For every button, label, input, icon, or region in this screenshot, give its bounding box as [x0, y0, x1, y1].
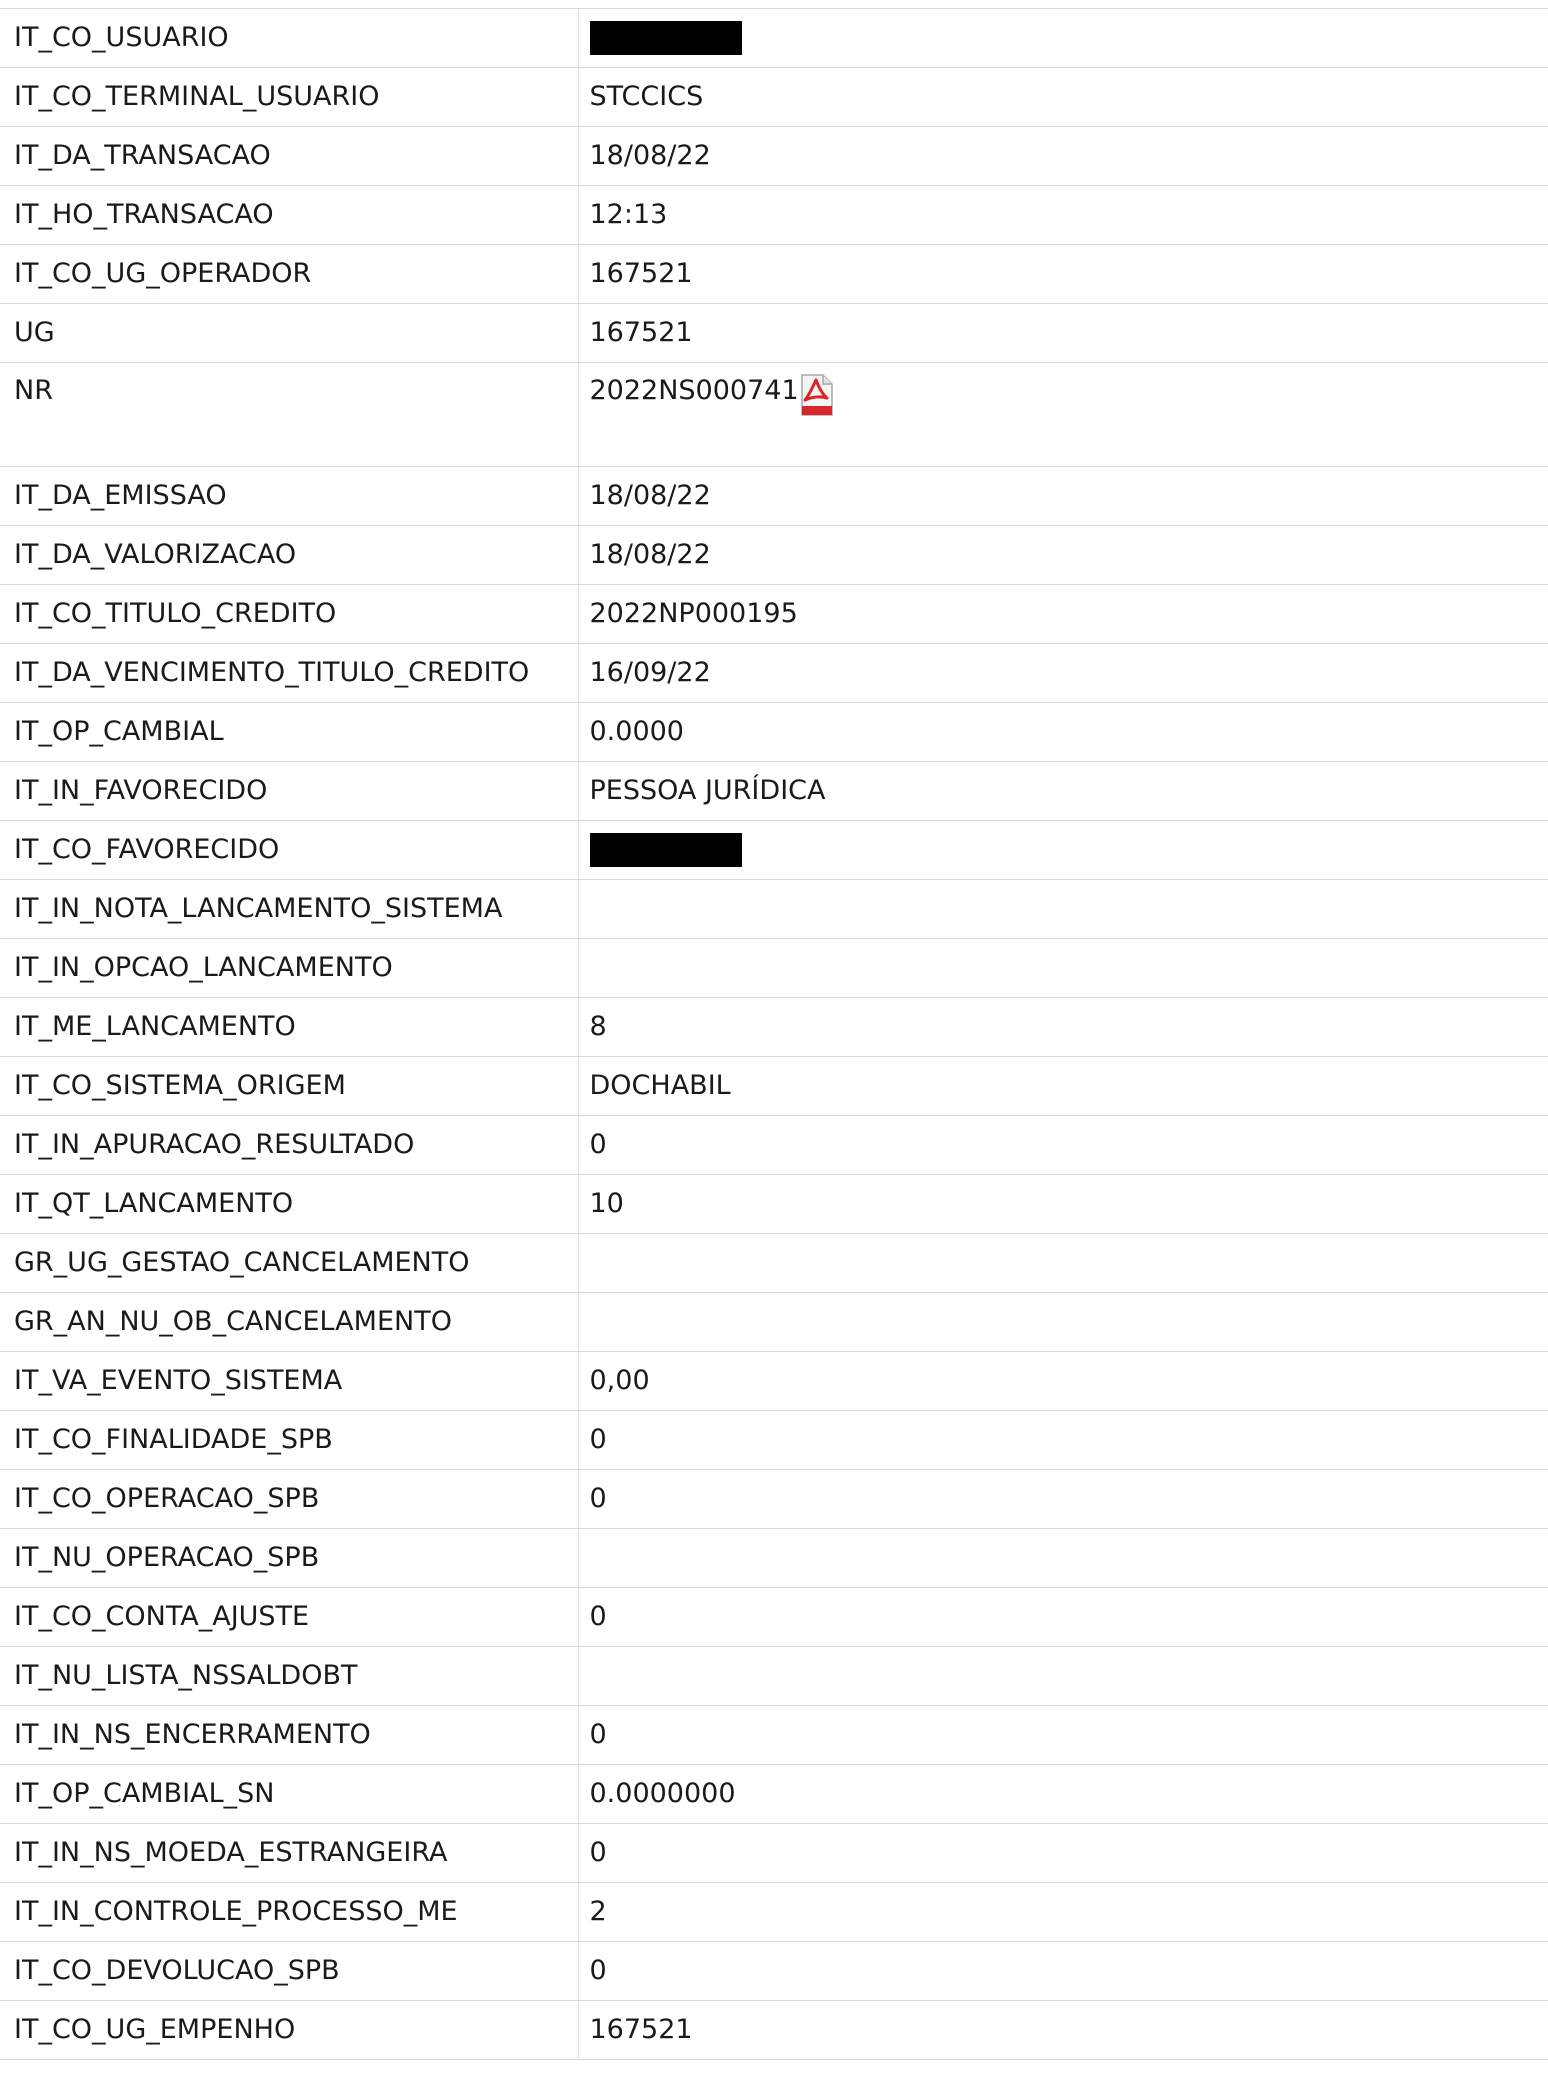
- field-value-cell: [578, 1942, 1548, 2001]
- field-value-text: 0: [589, 1129, 607, 1160]
- field-name-cell: IT_IN_NOTA_LANCAMENTO_SISTEMA: [0, 880, 578, 939]
- table-row: [0, 585, 1548, 644]
- field-value-cell: [578, 526, 1548, 585]
- table-row: [0, 467, 1548, 526]
- table-row: [0, 363, 1548, 467]
- field-name-cell: GR_UG_GESTAO_CANCELAMENTO: [0, 1234, 578, 1293]
- field-name-cell: IT_DA_TRANSACAO: [0, 127, 578, 186]
- table-row: [0, 821, 1548, 880]
- table-row: [0, 186, 1548, 245]
- field-value-cell: [578, 703, 1548, 762]
- field-value-cell: [578, 1411, 1548, 1470]
- field-name-cell: GR_AN_NU_OB_CANCELAMENTO: [0, 1293, 578, 1352]
- field-value-cell: [578, 880, 1548, 939]
- field-name-cell: IT_IN_APURACAO_RESULTADO: [0, 1116, 578, 1175]
- field-value-text: 2: [589, 1896, 607, 1927]
- redaction-block: [590, 833, 742, 867]
- field-name-cell: IT_ME_LANCAMENTO: [0, 998, 578, 1057]
- field-value-cell: [578, 1588, 1548, 1647]
- field-value-text: 0: [589, 1719, 607, 1750]
- field-name-cell: IT_DA_VALORIZACAO: [0, 526, 578, 585]
- table-row: [0, 1116, 1548, 1175]
- field-value-cell: [578, 998, 1548, 1057]
- table-row: [0, 127, 1548, 186]
- field-name-cell: IT_IN_NS_ENCERRAMENTO: [0, 1706, 578, 1765]
- field-value-cell: [578, 186, 1548, 245]
- field-value-cell: [578, 1057, 1548, 1116]
- field-value-text: 0: [589, 1955, 607, 1986]
- field-value-cell: [578, 127, 1548, 186]
- field-value-cell: [578, 1234, 1548, 1293]
- pdf-icon[interactable]: [796, 373, 836, 425]
- table-row: [0, 1765, 1548, 1824]
- table-row: [0, 245, 1548, 304]
- field-value-cell: [578, 304, 1548, 363]
- field-value-cell: [578, 1293, 1548, 1352]
- field-value-text: 12:13: [589, 199, 668, 230]
- table-row: [0, 1234, 1548, 1293]
- table-row: [0, 1293, 1548, 1352]
- field-value-text: 167521: [589, 2014, 693, 2045]
- table-row: [0, 998, 1548, 1057]
- table-row: [0, 939, 1548, 998]
- field-name-cell: IT_CO_USUARIO: [0, 9, 578, 68]
- field-name-cell: IT_IN_NS_MOEDA_ESTRANGEIRA: [0, 1824, 578, 1883]
- table-row: [0, 2001, 1548, 2060]
- field-name-cell: IT_CO_TERMINAL_USUARIO: [0, 68, 578, 127]
- field-value-cell: [578, 585, 1548, 644]
- field-name-cell: IT_DA_EMISSAO: [0, 467, 578, 526]
- field-name-cell: UG: [0, 304, 578, 363]
- record-detail-table: [0, 8, 1548, 2060]
- field-value-cell: [578, 1706, 1548, 1765]
- field-value-text: 167521: [589, 317, 693, 348]
- table-row: [0, 304, 1548, 363]
- field-name-cell: IT_CO_FINALIDADE_SPB: [0, 1411, 578, 1470]
- record-table-body: [0, 9, 1548, 2060]
- table-row: [0, 9, 1548, 68]
- field-name-cell: IT_CO_OPERACAO_SPB: [0, 1470, 578, 1529]
- field-value-cell: [578, 1824, 1548, 1883]
- field-value-cell: [578, 1529, 1548, 1588]
- table-row: [0, 1824, 1548, 1883]
- field-value-text: 167521: [589, 258, 693, 289]
- field-name-cell: IT_CO_CONTA_AJUSTE: [0, 1588, 578, 1647]
- field-name-cell: IT_CO_SISTEMA_ORIGEM: [0, 1057, 578, 1116]
- field-value-cell: [578, 1352, 1548, 1411]
- field-value-cell: [578, 245, 1548, 304]
- field-value-text: 18/08/22: [589, 480, 711, 511]
- field-name-cell: IT_OP_CAMBIAL: [0, 703, 578, 762]
- field-value-cell: [578, 762, 1548, 821]
- field-value-text: 0: [589, 1424, 607, 1455]
- field-value-text: 0.0000000: [589, 1778, 736, 1809]
- field-name-cell: IT_CO_UG_OPERADOR: [0, 245, 578, 304]
- field-value-text: 0.0000: [589, 716, 684, 747]
- field-value-text: 0: [589, 1837, 607, 1868]
- field-value-text: 2022NP000195: [589, 598, 798, 629]
- field-name-cell: NR: [0, 363, 578, 467]
- redaction-block: [590, 21, 742, 55]
- field-value-cell: [578, 2001, 1548, 2060]
- table-row: [0, 880, 1548, 939]
- field-value-text: 16/09/22: [589, 657, 711, 688]
- field-name-cell: IT_IN_CONTROLE_PROCESSO_ME: [0, 1883, 578, 1942]
- field-name-cell: IT_CO_FAVORECIDO: [0, 821, 578, 880]
- table-row: [0, 1588, 1548, 1647]
- field-name-cell: IT_NU_LISTA_NSSALDOBT: [0, 1647, 578, 1706]
- field-value-cell: [578, 1765, 1548, 1824]
- field-value-cell: [578, 9, 1548, 68]
- field-value-text: 0: [589, 1483, 607, 1514]
- field-value-cell: [578, 1470, 1548, 1529]
- field-value-text: DOCHABIL: [589, 1070, 731, 1101]
- field-value-cell: [578, 1883, 1548, 1942]
- table-row: [0, 1647, 1548, 1706]
- field-name-cell: IT_IN_OPCAO_LANCAMENTO: [0, 939, 578, 998]
- field-value-text: 10: [589, 1188, 624, 1219]
- field-value-text: PESSOA JURÍDICA: [589, 775, 826, 806]
- field-name-cell: IT_CO_UG_EMPENHO: [0, 2001, 578, 2060]
- field-name-cell: IT_CO_TITULO_CREDITO: [0, 585, 578, 644]
- table-row: [0, 1352, 1548, 1411]
- field-value-cell: [578, 363, 1548, 467]
- field-name-cell: IT_IN_FAVORECIDO: [0, 762, 578, 821]
- field-value-text: STCCICS: [589, 81, 704, 112]
- field-value-cell: [578, 1647, 1548, 1706]
- field-name-cell: IT_NU_OPERACAO_SPB: [0, 1529, 578, 1588]
- field-name-cell: IT_HO_TRANSACAO: [0, 186, 578, 245]
- field-name-cell: IT_QT_LANCAMENTO: [0, 1175, 578, 1234]
- field-value-cell: [578, 68, 1548, 127]
- table-row: [0, 762, 1548, 821]
- field-value-cell: [578, 821, 1548, 880]
- field-name-cell: IT_CO_DEVOLUCAO_SPB: [0, 1942, 578, 2001]
- table-row: [0, 703, 1548, 762]
- field-value-text: 18/08/22: [589, 140, 711, 171]
- table-row: [0, 1706, 1548, 1765]
- field-name-cell: IT_OP_CAMBIAL_SN: [0, 1765, 578, 1824]
- table-row: [0, 1942, 1548, 2001]
- field-name-cell: IT_VA_EVENTO_SISTEMA: [0, 1352, 578, 1411]
- field-value-cell: [578, 467, 1548, 526]
- table-row: [0, 1411, 1548, 1470]
- table-row: [0, 1175, 1548, 1234]
- field-value-text: 8: [589, 1011, 607, 1042]
- field-value-cell: [578, 939, 1548, 998]
- field-value-text: 0: [589, 1601, 607, 1632]
- table-row: [0, 526, 1548, 585]
- table-row: [0, 1883, 1548, 1942]
- field-value-text: 0,00: [589, 1365, 650, 1396]
- field-value-cell: [578, 1175, 1548, 1234]
- field-value-text: 18/08/22: [589, 539, 711, 570]
- field-value-cell: [578, 644, 1548, 703]
- table-row: [0, 68, 1548, 127]
- field-name-cell: IT_DA_VENCIMENTO_TITULO_CREDITO: [0, 644, 578, 703]
- table-row: [0, 1057, 1548, 1116]
- field-value-cell: [578, 1116, 1548, 1175]
- field-value-text: 2022NS000741: [589, 375, 799, 406]
- table-row: [0, 1529, 1548, 1588]
- table-row: [0, 1470, 1548, 1529]
- table-row: [0, 644, 1548, 703]
